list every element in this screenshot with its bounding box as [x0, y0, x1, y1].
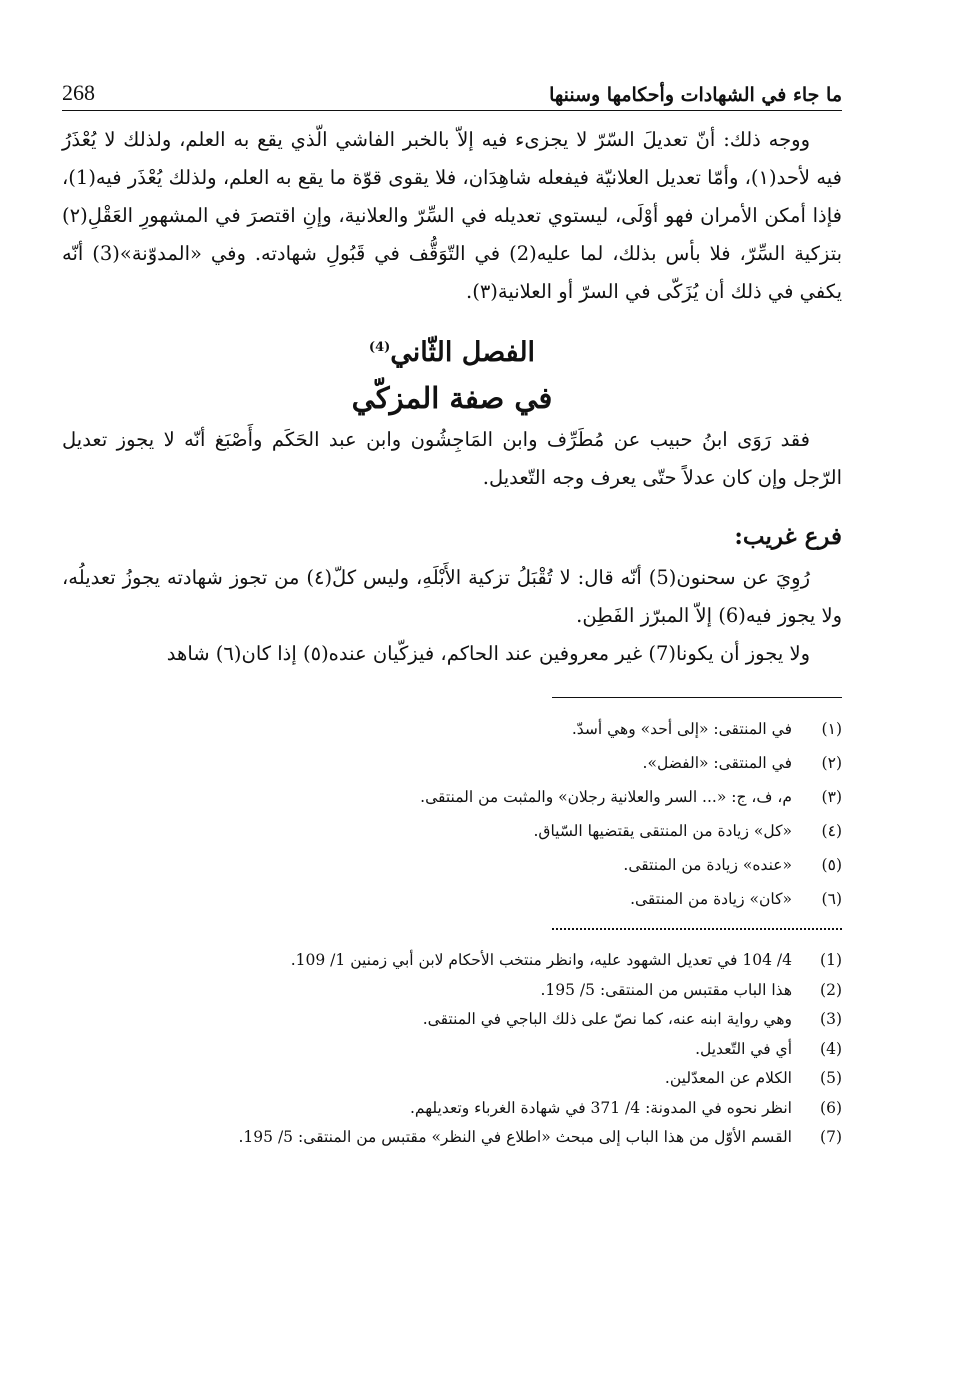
source-notes [62, 946, 842, 1153]
chapter-heading [62, 331, 842, 421]
chapter-subtitle: في صفة المزكّي [351, 381, 553, 415]
footnote-text: انظر نحوه في المدونة: 4/ 371 في شهادة الغرباء وتعديلهم. [409, 1098, 792, 1117]
running-title: ما جاء في الشهادات وأحكامها وسننها [549, 84, 842, 106]
footnote-text: وهي رواية ابنه عنه، كما نصّ على ذلك الباجي في المنتقى. [422, 1010, 792, 1028]
main-text [62, 121, 842, 311]
footnote-divider [552, 697, 842, 698]
footnote [62, 1094, 842, 1124]
footnote [62, 882, 842, 916]
footnote-number: (٦) [821, 890, 842, 908]
footnote-number: (7) [820, 1128, 842, 1146]
footnote-text: في المنتقى: «الفضل». [642, 754, 792, 772]
footnote-number: (4) [820, 1039, 842, 1058]
footnote-number: (٤) [821, 822, 842, 840]
section-paragraph-1: رُوِيَ عن سحنون(5) أنّه قال: لا تُقْبَلُ تزكية الأَبْلَهِ، وليس كلّ(٤) من تجوز شهادته يجوزُ تعديلُه، ولا يجوز فيه(6) إلاّ المبرّز الفَطِن. [62, 566, 842, 627]
footnote-text: «كان» زيادة من المنتقى. [630, 890, 792, 908]
page-header [62, 70, 842, 111]
footnote [62, 1123, 842, 1153]
footnote-number: (٥) [821, 856, 842, 874]
page [62, 70, 842, 1153]
footnote [62, 976, 842, 1006]
footnote-text: في المنتقى: «إلى أحد» وهي أسدّ. [571, 720, 792, 738]
section-heading: فرع غريب: [734, 523, 842, 550]
chapter-title-text: الفصل الثّاني [390, 337, 536, 368]
footnote-number: (١) [821, 720, 842, 738]
page-number: 268 [62, 80, 95, 105]
footnote [62, 712, 842, 746]
chapter-body [62, 421, 842, 497]
footnote-text: «كل» زيادة من المنتقى يقتضيها السّياق. [533, 822, 792, 840]
footnote-text: أي في التّعديل. [695, 1039, 792, 1058]
section-paragraph-2: ولا يجوز أن يكونا(7) غير معروفين عند الحاكم، فيزكّيان عنده(٥) إذا كان(٦) شاهد [166, 642, 810, 665]
footnote-number: (5) [820, 1069, 842, 1087]
footnote [62, 946, 842, 976]
footnote-number: (1) [820, 951, 842, 969]
footnote [62, 1005, 842, 1035]
footnote-number: (3) [820, 1010, 842, 1028]
footnote-text: الكلام عن المعدّلين. [664, 1069, 792, 1087]
intro-paragraph: ووجه ذلك: أنّ تعديلَ السّرّ لا يجزىء فيه إلاّ بالخبر الفاشي الّذي يقع به العلم، ولذلك لا يُعْذَرُ فيه لأحد(١)، وأمّا تعديل العلانيّة فيفعله شاهِدَان، فلا يقوى قوّة ما يقع به العلم، ولذلك يُعْذَر فيه(1)، فإذا أمكن الأمران فهو أوْلَى، ليستوي تعديله في السِّرّ والعلانية، وإنِ اقتصرَ في المشهورِ العَقْلِ(٢) بتزكية السِّرّ، فلا بأس بذلك، لما عليه(2) في التّوَقُّف في قَبُولِ شهادته. وفي «المدوّنة»(3) أنّه يكفي في ذلك أن يُزَكّى في السرّ أو العلانية(٣). [62, 128, 843, 303]
footnote [62, 814, 842, 848]
footnote-text: هذا الباب مقتبس من المنتقى: 5/ 195. [540, 980, 792, 999]
footnote-number: (٢) [821, 754, 842, 772]
dotted-divider [552, 928, 842, 930]
footnote-text: 4/ 104 في تعديل الشهود عليه، وانظر منتخب الأحكام لابن أبي زمنين 1/ 109. [290, 951, 792, 969]
footnote [62, 780, 842, 814]
chapter-title-mark: (4) [368, 340, 391, 355]
footnote-text: القسم الأوّل من هذا الباب إلى مبحث «اطلاع في النظر» مقتبس من المنتقى: 5/ 195. [238, 1128, 792, 1146]
footnote [62, 1035, 842, 1065]
footnote-text: «عنده» زيادة من المنتقى. [623, 856, 792, 874]
chapter-title [62, 331, 842, 375]
footnote-text: م، ف، ج: «... السر والعلانية رجلان» والمثبت من المنتقى. [420, 788, 792, 806]
variant-notes [62, 712, 842, 916]
footnote [62, 746, 842, 780]
footnote [62, 1064, 842, 1094]
footnote-number: (٣) [821, 788, 842, 806]
footnote-number: (6) [820, 1098, 842, 1117]
footnote [62, 848, 842, 882]
footnote-number: (2) [820, 980, 842, 999]
section-body [62, 559, 842, 673]
chapter-paragraph: فقد رَوَى ابنُ حبيب عن مُطَرِّف وابن المَاجِشُون وابن عبد الحَكَم وأَصْبَغ أنّه لا يجوز تعديل الرّجل وإن كان عدلاً حتّى يعرف وجه التّعديل. [62, 428, 842, 489]
